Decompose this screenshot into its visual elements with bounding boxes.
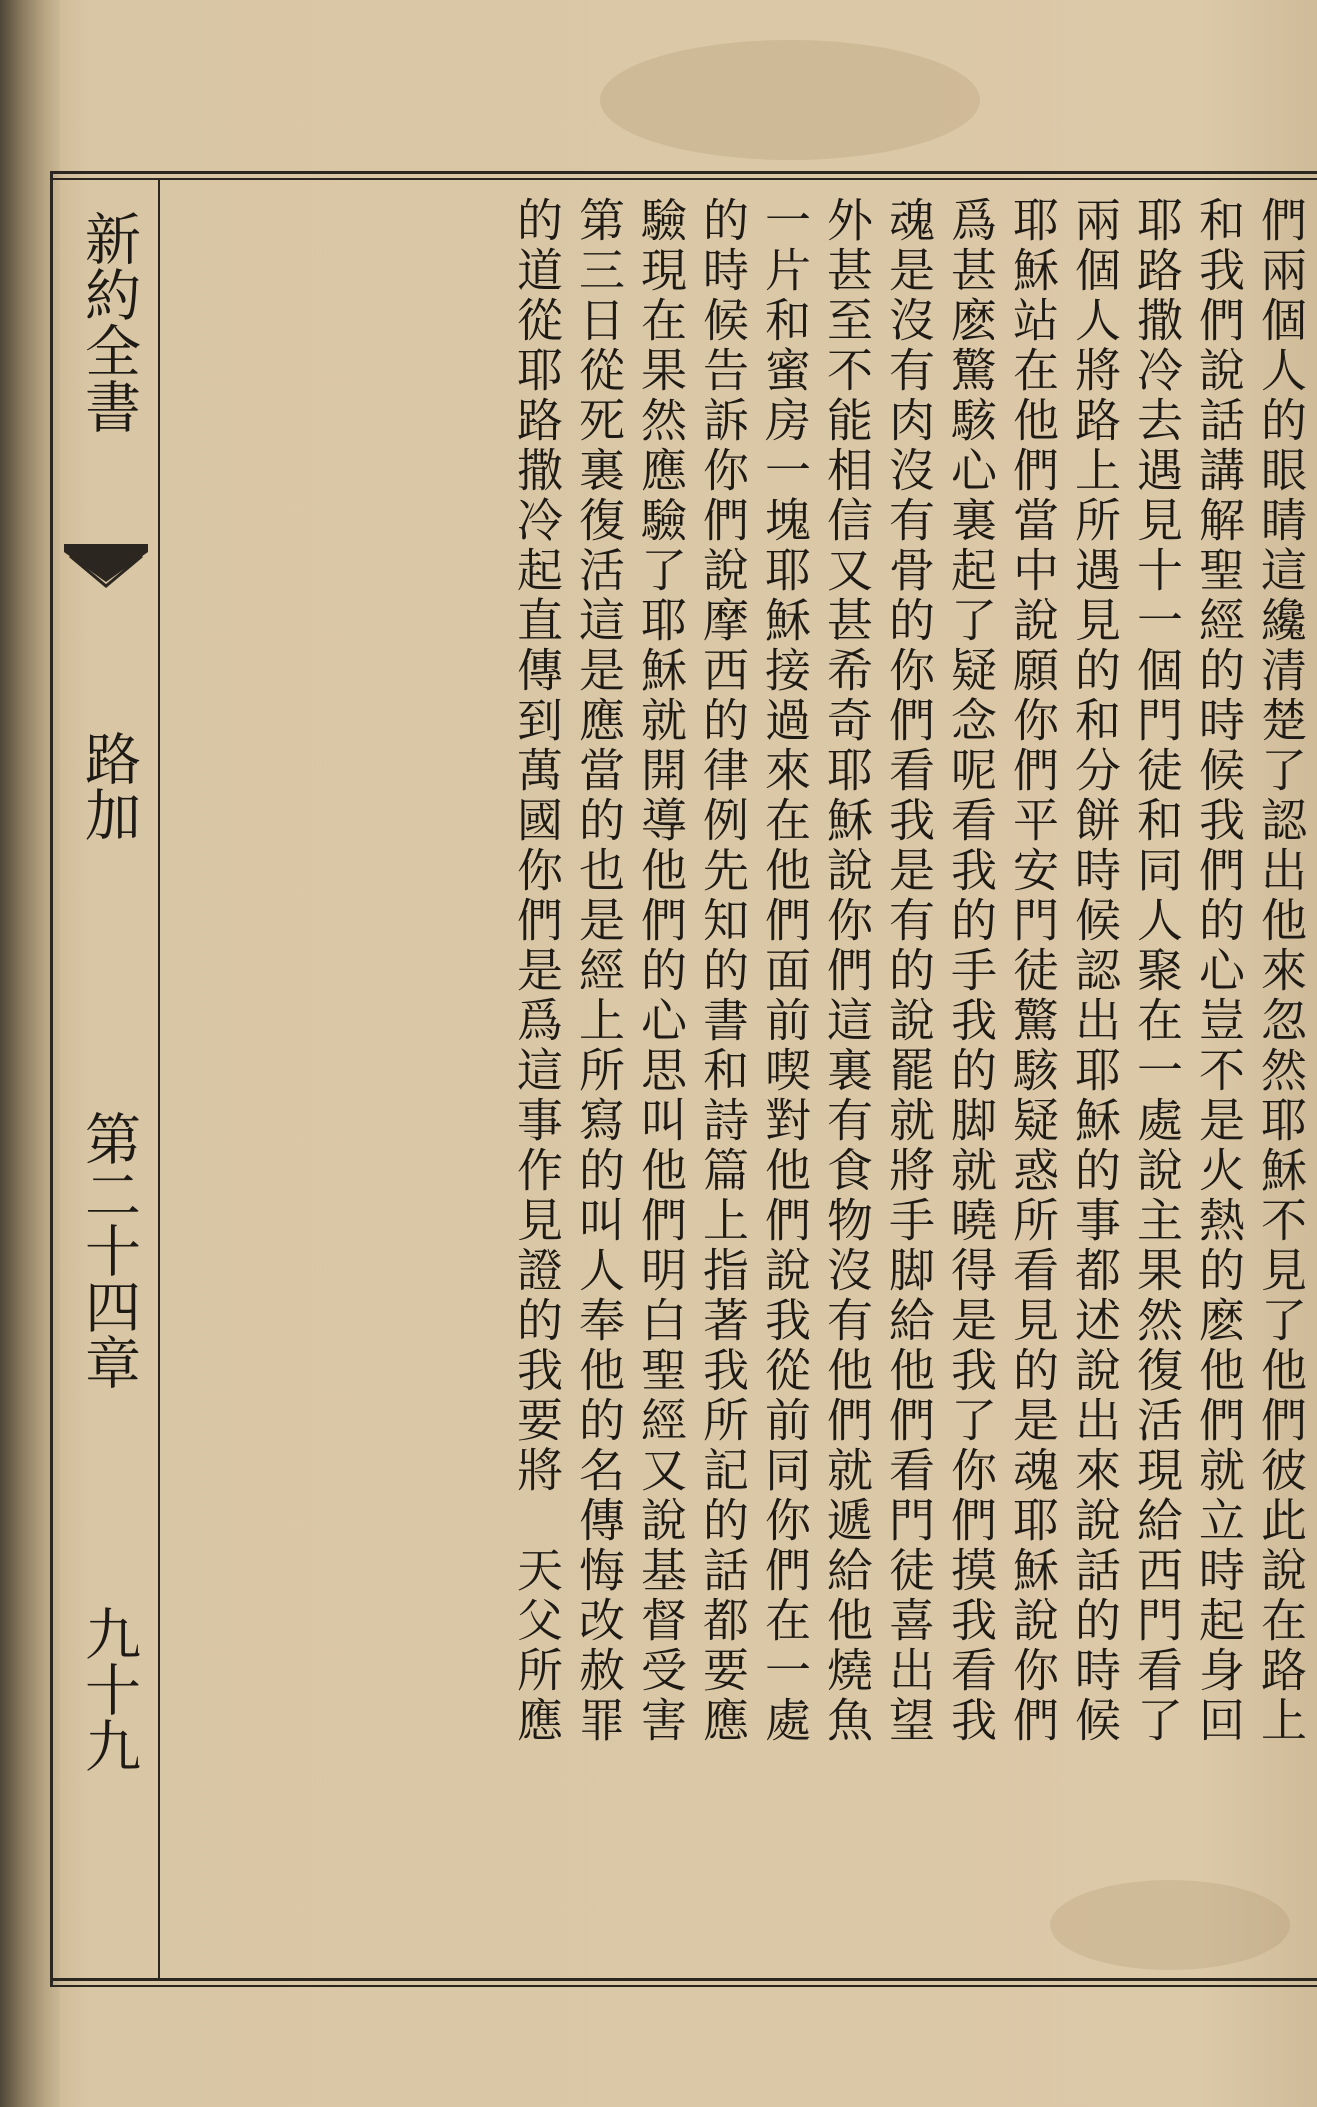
text-column: 的道從耶路撒冷起直傳到萬國你們是爲這事作見證的我要將 天父所應 xyxy=(510,196,564,1746)
paper-stain xyxy=(600,40,980,160)
top-border-rule xyxy=(50,171,1317,180)
left-border-rule xyxy=(50,171,53,1987)
text-column: 耶路撒冷去遇見十一個門徒和同人聚在一處說主果然復活現給西門看了 xyxy=(1130,196,1184,1746)
text-column: 兩個人將路上所遇見的和分餅時候認出耶穌的事都述說出來說話的時候 xyxy=(1068,196,1122,1746)
text-column: 一片和蜜房一塊耶穌接過來在他們面前喫對他們說我從前同你們在一處 xyxy=(758,196,812,1746)
book-title: 新約全書 xyxy=(76,210,141,434)
text-column: 魂是沒有肉沒有骨的你們看我是有的說罷就將手脚給他們看門徒喜出望 xyxy=(882,196,936,1746)
chapter-label: 第二十四章 xyxy=(76,1110,141,1390)
text-column: 第三日從死裏復活這是應當的也是經上所寫的叫人奉他的名傳悔改赦罪 xyxy=(572,196,626,1746)
text-column: 和我們說話講解聖經的時候我們的心豈不是火熱的麽他們就立時起身回 xyxy=(1192,196,1246,1746)
page-number: 九十九 xyxy=(76,1605,141,1773)
text-column: 外甚至不能相信又甚希奇耶穌說你們這裏有食物沒有他們就遞給他燒魚 xyxy=(820,196,874,1746)
margin-title-column xyxy=(62,210,154,1970)
gospel-name: 路加 xyxy=(76,730,141,842)
scripture-text xyxy=(172,196,1312,1976)
text-column: 的時候告訴你們說摩西的律例先知的書和詩篇上指著我所記的話都要應 xyxy=(696,196,750,1746)
text-column: 耶穌站在他們當中說願你們平安門徒驚駭疑惑所看見的是魂耶穌說你們 xyxy=(1006,196,1060,1746)
fishtail-ornament-icon xyxy=(60,542,152,592)
bottom-border-rule xyxy=(50,1978,1317,1987)
text-column: 爲甚麽驚駭心裏起了疑念呢看我的手我的脚就曉得是我了你們摸我看我 xyxy=(944,196,998,1746)
text-column: 驗現在果然應驗了耶穌就開導他們的心思叫他們明白聖經又說基督受害 xyxy=(634,196,688,1746)
margin-divider-rule xyxy=(158,180,160,1978)
text-column: 們兩個人的眼睛這纔清楚了認出他來忽然耶穌不見了他們彼此說在路上 xyxy=(1254,196,1308,1746)
